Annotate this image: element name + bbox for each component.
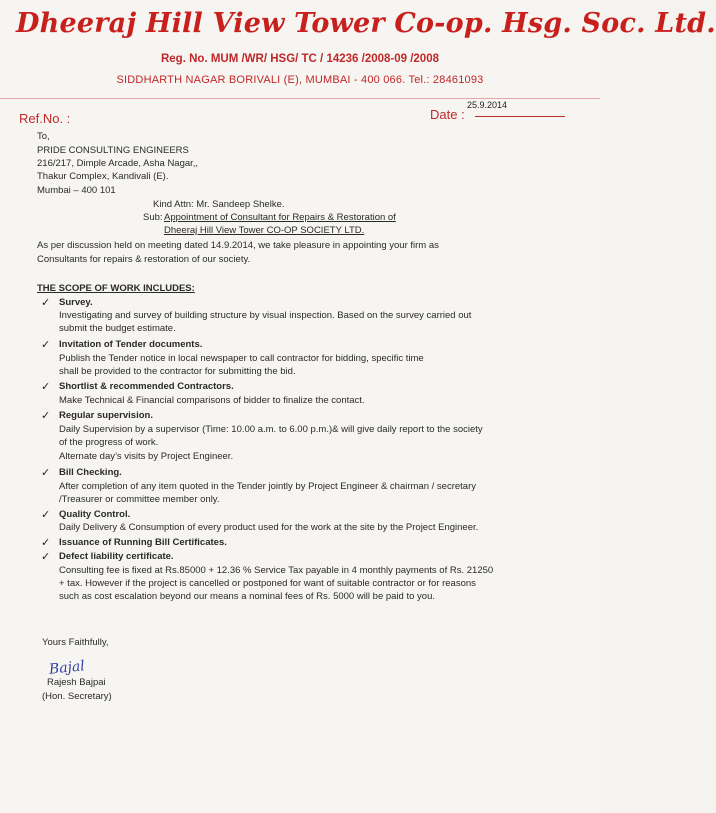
date-value: 25.9.2014 (467, 100, 508, 110)
signatory-title: (Hon. Secretary) (42, 691, 112, 702)
scope-item-title: Defect liability certificate. (59, 551, 174, 562)
check-icon: ✓ (41, 551, 51, 563)
check-icon: ✓ (41, 509, 51, 521)
scope-item-line: such as cost escalation beyond our means a nominal fees of Rs. 5000 will be paid to you. (59, 591, 435, 602)
scope-item-line: of the progress of work. (59, 437, 159, 448)
scope-item-line: Daily Delivery & Consumption of every product used for the work at the site by the Project Engineer. (59, 522, 479, 533)
recipient-address-2: Thakur Complex, Kandivali (E). (37, 171, 169, 182)
registration-number: Reg. No. MUM /WR/ HSG/ TC / 14236 /2008-09 /2008 (160, 53, 439, 65)
check-icon: ✓ (41, 410, 51, 422)
scope-heading: THE SCOPE OF WORK INCLUDES: (37, 283, 195, 294)
scope-item-line: Publish the Tender notice in local newspaper to call contractor for bidding, specific time (59, 353, 424, 364)
scope-item-line: Daily Supervision by a supervisor (Time: 10.00 a.m. to 6.00 p.m.)& will give daily report to the society (59, 424, 483, 435)
check-icon: ✓ (41, 297, 51, 309)
check-icon: ✓ (41, 467, 51, 479)
date-underline (475, 116, 565, 117)
scope-item-line: Consulting fee is fixed at Rs.85000 + 12.36 % Service Tax payable in 4 monthly payments of Rs. 21250 (59, 565, 494, 576)
scope-item-line: + tax. However if the project is cancelled or postponed for want of suitable contractor or for reasons (59, 578, 476, 589)
subject-prefix: Sub: (143, 212, 163, 223)
subject-line-1: Appointment of Consultant for Repairs & Restoration of (164, 212, 396, 223)
check-icon: ✓ (41, 537, 51, 549)
signatory-name: Rajesh Bajpai (47, 677, 106, 688)
intro-line-1: As per discussion held on meeting dated 14.9.2014, we take pleasure in appointing your firm as (37, 240, 439, 251)
scope-item-title: Regular supervision. (59, 410, 153, 421)
society-address: SIDDHARTH NAGAR BORIVALI (E), MUMBAI - 400 066. Tel.: 28461093 (116, 74, 484, 86)
intro-line-2: Consultants for repairs & restoration of our society. (37, 254, 251, 265)
ref-label: Ref.No. : (19, 111, 71, 126)
subject-line-2: Dheeraj Hill View Tower CO-OP SOCIETY LTD. (164, 225, 365, 236)
scope-item-line: Investigating and survey of building structure by visual inspection. Based on the survey carried out (59, 310, 472, 321)
recipient-address-1: 216/217, Dimple Arcade, Asha Nagar,, (37, 158, 199, 169)
date-label: Date : (430, 107, 465, 122)
kind-attention: Kind Attn: Mr. Sandeep Shelke. (153, 199, 285, 210)
scope-item-line: shall be provided to the contractor for submitting the bid. (59, 366, 296, 377)
scope-item-line: After completion of any item quoted in the Tender jointly by Project Engineer & chairman / secretary (59, 481, 476, 492)
letterhead-divider (0, 98, 600, 99)
scope-item-line: Make Technical & Financial comparisons of bidder to finalize the contact. (59, 395, 365, 406)
scope-item-title: Quality Control. (59, 509, 131, 520)
scope-item-line: /Treasurer or committee member only. (59, 494, 220, 505)
recipient-address-3: Mumbai – 400 101 (37, 185, 116, 196)
scope-item-line: Alternate day’s visits by Project Engineer. (59, 451, 234, 462)
closing: Yours Faithfully, (42, 637, 109, 648)
handwritten-signature: Bajal (48, 658, 86, 678)
check-icon: ✓ (41, 339, 51, 351)
society-name: Dheeraj Hill View Tower Co-op. Hsg. Soc. Ltd. (16, 8, 716, 39)
scope-item-title: Survey. (59, 297, 93, 308)
recipient-name: PRIDE CONSULTING ENGINEERS (37, 145, 189, 156)
scope-item-title: Bill Checking. (59, 467, 122, 478)
scope-item-line: submit the budget estimate. (59, 323, 176, 334)
scope-item-title: Issuance of Running Bill Certificates. (59, 537, 227, 548)
scope-item-title: Shortlist & recommended Contractors. (59, 381, 234, 392)
scope-item-title: Invitation of Tender documents. (59, 339, 203, 350)
to-label: To, (37, 131, 50, 142)
check-icon: ✓ (41, 381, 51, 393)
